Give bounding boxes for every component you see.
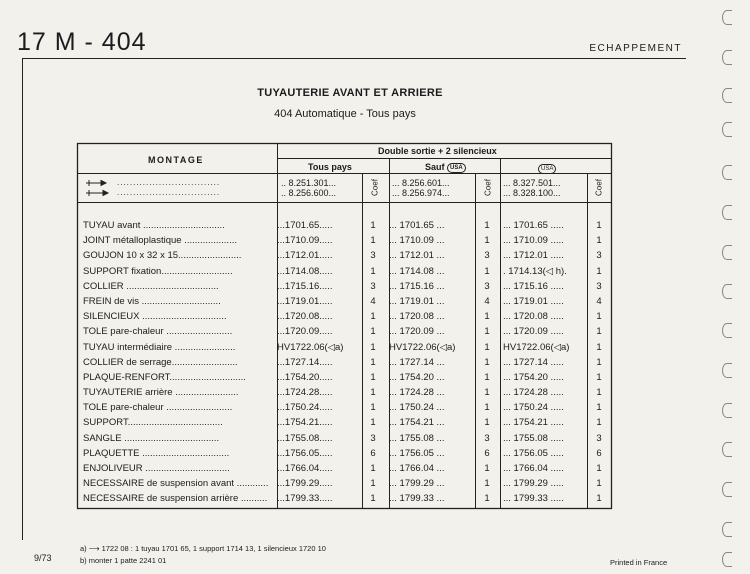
coef-value: 4 [596,295,602,307]
table-row [83,296,623,311]
part-name: SILENCIEUX ................................ [83,311,227,323]
ref-usa: HV1722.06(◁a) [503,341,570,353]
ref-tous-pays: ...1720.08..... [277,311,333,323]
coef-value: 1 [370,265,376,277]
coef-value: 1 [370,326,376,338]
coef-value: 6 [370,447,376,459]
footnote-a: a) ⟶ 1722 08 : 1 tuyau 1701 65, 1 support 1714 13, 1 silencieux 1720 10 [80,544,326,553]
coef-value: 1 [370,387,376,399]
binder-ring-icon [722,323,732,338]
ref-usa: ... 1724.28 ..... [503,387,564,399]
document-title: TUYAUTERIE AVANT ET ARRIERE [257,87,443,99]
ref-usa: ... 1799.29 ..... [503,478,564,490]
col-usa [538,162,556,174]
part-name: PLAQUETTE ................................. [83,447,230,459]
table-row [83,311,623,326]
coef-header: Coef [594,179,604,196]
part-name: JOINT métalloplastique .................... [83,235,237,247]
ref-usa: ... 1701.65 ..... [503,220,564,231]
ref-usa: ... 1756.05 ..... [503,447,564,459]
part-name: TUYAU avant ............................... [83,220,225,231]
ref-sauf-usa: ... 1710.09 ... [389,235,445,247]
ref-value: ... 8.256.974... [392,188,450,198]
ref-tous-pays: ...1766.04..... [277,463,333,474]
table-row [83,235,623,250]
binder-ring-icon [722,442,732,457]
part-name: TUYAUTERIE arrière ........................ [83,387,239,399]
ref-sauf-usa: ... 1799.33 ... [389,493,445,505]
ref-sauf-usa: ... 1719.01 ... [389,295,445,307]
section-title: ECHAPPEMENT [589,43,682,54]
ref-usa: ... 1766.04 ..... [503,463,564,474]
coef-value: 1 [596,371,602,383]
coef-value: 1 [370,493,376,505]
binder-ring-icon [722,284,732,299]
coef-value: 1 [596,311,602,323]
ref-usa: ... 1754.21 ..... [503,417,564,429]
col-sauf-usa: Sauf USA [425,162,466,173]
coef-value: 1 [370,220,376,231]
part-name: COLLIER de serrage......................... [83,356,238,368]
binder-ring-icon [722,205,732,220]
coef-value: 1 [370,235,376,247]
ref-usa: ... 1710.09 ..... [503,235,564,247]
table-row [83,478,623,493]
coef-value: 1 [370,463,376,474]
ref-sauf-usa: ... 1724.28 ... [389,387,445,399]
coef-value: 1 [484,478,490,490]
coef-value: 1 [596,326,602,338]
coef-value: 1 [484,417,490,429]
ref-tous-pays: ...1712.01..... [277,250,333,262]
ref-tous-pays: ...1715.16..... [277,280,333,292]
coef-value: 4 [484,295,490,307]
binder-ring-icon [722,50,732,65]
printed-in: Printed in France [610,558,668,567]
page-code: 17 M - 404 [17,28,147,56]
ref-sauf-usa: ... 1754.20 ... [389,371,445,383]
part-name: SUPPORT.................................... [83,417,223,429]
ref-tous-pays: ...1724.28..... [277,387,333,399]
binder-ring-icon [722,482,732,497]
part-name: TOLE pare-chaleur ......................... [83,326,233,338]
table-row [83,357,623,372]
coef-value: 4 [370,295,376,307]
ref-tous-pays: ...1755.08..... [277,432,333,444]
ref-usa: ... 1750.24 ..... [503,402,564,414]
ref-usa: . 1714.13(◁ h). [503,265,567,277]
coef-header: Coef [483,179,493,196]
table-row [83,387,623,402]
coef-value: 1 [596,356,602,368]
binder-ring-icon [722,88,732,103]
ref-tous-pays: ...1701.65..... [277,220,333,231]
coef-value: 1 [596,220,602,231]
coef-value: 1 [484,235,490,247]
coef-value: 1 [484,356,490,368]
part-name: GOUJON 10 x 32 x 15........................ [83,250,242,262]
binder-ring-icon [722,10,732,25]
coef-value: 1 [484,387,490,399]
coef-value: 1 [370,356,376,368]
ref-usa: ... 1799.33 ..... [503,493,564,505]
part-name: COLLIER ................................... [83,280,219,292]
ref-usa: ... 1719.01 ..... [503,295,564,307]
table-row [83,463,623,478]
ref-tous-pays: ...1799.33..... [277,493,333,505]
table-row [83,372,623,387]
coef-value: 1 [596,402,602,414]
ref-dots: ................................ [117,188,221,197]
coef-value: 3 [370,250,376,262]
ref-tous-pays: ...1750.24..... [277,402,333,414]
ref-value: ... 8.327.501... [503,178,561,188]
table-row [83,250,623,265]
coef-value: 1 [370,417,376,429]
coef-value: 1 [596,417,602,429]
ref-tous-pays: ...1719.01..... [277,295,333,307]
coef-value: 1 [484,371,490,383]
coef-value: 1 [484,220,490,231]
coef-value: 1 [596,493,602,505]
ref-value: .. 8.256.600... [281,188,337,198]
coef-value: 1 [370,341,376,353]
ref-tous-pays: ...1799.29..... [277,478,333,490]
table-row [83,433,623,448]
coef-value: 1 [596,387,602,399]
coef-value: 1 [484,402,490,414]
coef-value: 1 [484,311,490,323]
coef-value: 6 [596,447,602,459]
coef-value: 6 [484,447,490,459]
ref-sauf-usa: ... 1755.08 ... [389,432,445,444]
ref-sauf-usa: ... 1715.16 ... [389,280,445,292]
coef-value: 1 [596,341,602,353]
ref-sauf-usa: ... 1727.14 ... [389,356,445,368]
binder-ring-icon [722,363,732,378]
table-row [83,326,623,341]
binder-ring-icon [722,245,732,260]
ref-usa: ... 1715.16 ..... [503,280,564,292]
table-row [83,448,623,463]
table-row [83,417,623,432]
part-name: NECESSAIRE de suspension arrière .......... [83,493,268,505]
col-tous-pays: Tous pays [308,162,352,172]
part-name: SANGLE .................................... [83,432,220,444]
table-row [83,493,623,508]
ref-sauf-usa: ... 1714.08 ... [389,265,445,277]
coef-value: 1 [484,341,490,353]
binder-ring-icon [722,403,732,418]
table-row [83,266,623,281]
coef-value: 1 [484,463,490,474]
usa-badge: USA [538,164,556,174]
footnote-b: b) monter 1 patte 2241 01 [80,556,167,565]
ref-tous-pays: ...1754.21..... [277,417,333,429]
coef-value: 3 [596,250,602,262]
ref-tous-pays: ...1756.05..... [277,447,333,459]
ref-sauf-usa: ... 1750.24 ... [389,402,445,414]
coef-value: 1 [484,265,490,277]
ref-sauf-usa: HV1722.06(◁a) [389,341,456,353]
coef-header: Coef [370,179,380,196]
ref-sauf-usa: ... 1799.29 ... [389,478,445,490]
ref-sauf-usa: ... 1701.65 ... [389,220,445,231]
coef-value: 1 [596,478,602,490]
ref-sauf-usa: ... 1720.09 ... [389,326,445,338]
table-row [83,402,623,417]
part-name: ENJOLIVEUR ................................ [83,463,230,474]
coef-value: 1 [596,265,602,277]
ref-tous-pays: ...1754.20..... [277,371,333,383]
part-name: TOLE pare-chaleur ......................... [83,402,233,414]
coef-value: 3 [370,280,376,292]
coef-value: 3 [596,280,602,292]
binder-ring-icon [722,552,732,567]
ref-tous-pays: HV1722.06(◁a) [277,341,344,353]
part-name: TUYAU intermédiaire ....................... [83,341,236,353]
ref-usa: ... 1720.09 ..... [503,326,564,338]
binder-ring-icon [722,522,732,537]
ref-value: ... 8.328.100... [503,188,561,198]
ref-sauf-usa: ... 1754.21 ... [389,417,445,429]
part-name: SUPPORT fixation........................... [83,265,233,277]
ref-usa: ... 1755.08 ..... [503,432,564,444]
coef-value: 3 [484,432,490,444]
binder-ring-icon [722,165,732,180]
table-row [83,220,623,235]
coef-value: 3 [596,432,602,444]
document-subtitle: 404 Automatique - Tous pays [274,108,416,120]
part-name: FREIN de vis .............................. [83,295,221,307]
coef-value: 3 [370,432,376,444]
ref-usa: ... 1720.08 ..... [503,311,564,323]
ref-tous-pays: ...1714.08..... [277,265,333,277]
page-number: 9/73 [34,553,52,563]
coef-value: 1 [370,402,376,414]
table-row [83,281,623,296]
coef-value: 3 [484,280,490,292]
ref-value: ... 8.256.601... [392,178,450,188]
part-name: NECESSAIRE de suspension avant ............ [83,478,269,490]
coef-value: 1 [370,371,376,383]
coef-value: 3 [484,250,490,262]
ref-sauf-usa: ... 1756.05 ... [389,447,445,459]
coef-value: 1 [370,311,376,323]
part-name: PLAQUE-RENFORT............................. [83,371,246,383]
coef-value: 1 [596,235,602,247]
ref-tous-pays: ...1720.09..... [277,326,333,338]
coef-value: 1 [596,463,602,474]
binder-ring-icon [722,122,732,137]
ref-sauf-usa: ... 1720.08 ... [389,311,445,323]
montage-header: MONTAGE [148,155,204,165]
group-header: Double sortie + 2 silencieux [378,146,497,156]
ref-dots: ................................ [117,178,221,187]
coef-value: 1 [484,493,490,505]
table-row [83,342,623,357]
ref-tous-pays: ...1710.09..... [277,235,333,247]
ref-tous-pays: ...1727.14..... [277,356,333,368]
parts-table-body [83,220,623,509]
coef-value: 1 [370,478,376,490]
ref-usa: ... 1727.14 ..... [503,356,564,368]
ref-sauf-usa: ... 1712.01 ... [389,250,445,262]
arrow-symbols [86,180,108,196]
ref-value: .. 8.251.301... [281,178,337,188]
ref-usa: ... 1712.01 ..... [503,250,564,262]
ref-sauf-usa: ... 1766.04 ... [389,463,445,474]
coef-value: 1 [484,326,490,338]
usa-badge: USA [447,163,466,173]
ref-usa: ... 1754.20 ..... [503,371,564,383]
